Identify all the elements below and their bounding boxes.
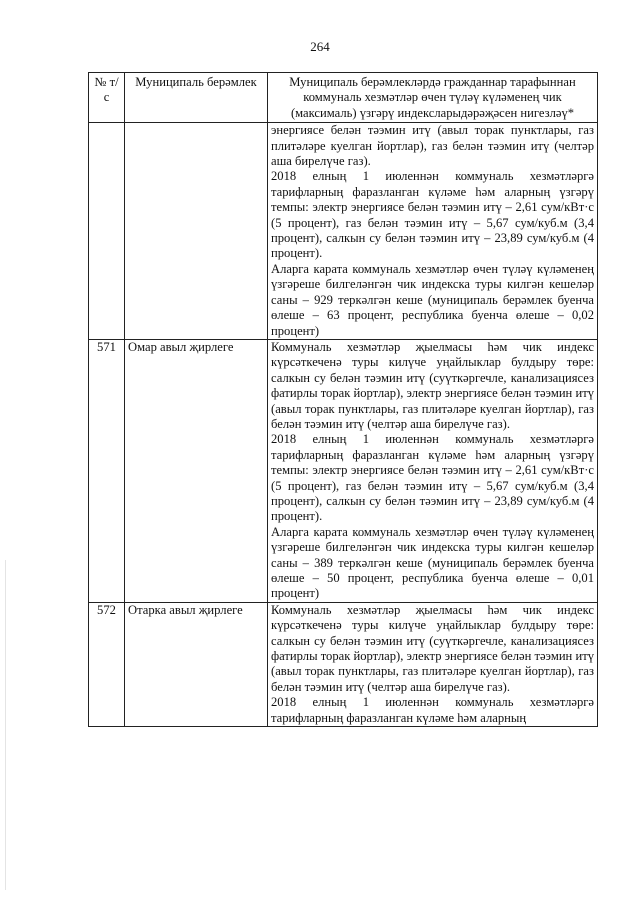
row-description	[268, 123, 598, 340]
description-paragraph: 2018 елның 1 июленнән коммуналь хезмәтләргә тарифларның фаразланган күләме һәм аларның	[271, 695, 594, 725]
municipality-name	[125, 123, 268, 340]
municipality-name: Омар авыл җирлеге	[125, 339, 268, 602]
row-number: 571	[89, 339, 125, 602]
row-description	[268, 602, 598, 726]
table-row	[89, 123, 598, 340]
description-paragraph: Аларга карата коммуналь хезмәтләр өчен түләү күләменең үзгәреше билгеләнгән чик индекска туры килгән кешеләр саны – 929 теркәлгән кеше (муниципаль берәмлек буенча өлеше – 63 процент, республика буенча өлеше – 0,02 процент)	[271, 261, 594, 338]
municipality-name: Отарка авыл җирлеге	[125, 602, 268, 726]
description-paragraph: 2018 елның 1 июленнән коммуналь хезмәтләргә тарифларның фаразланган күләме һәм аларның үзгәрү темпы: электр энергиясе белән тәэмин итү – 2,61 сум/кВт·с (5 процент), газ белән тәэмин итү – 5,67 сум/куб.м (3,4 процент), салкын су белән тәэмин итү – 23,89 сум/куб.м (4 процент).	[271, 432, 594, 524]
row-number: 572	[89, 602, 125, 726]
table-row	[89, 339, 598, 602]
header-description: Муниципаль берәмлекләрдә гражданнар тарафыннан коммуналь хезмәтләр өчен түләү күләменең чик (максималь) үзгәрү индексларыдәрәҗәсен нигезләү*	[268, 73, 598, 123]
scan-edge-line	[5, 560, 6, 890]
row-number	[89, 123, 125, 340]
tariff-index-table	[88, 72, 598, 727]
description-paragraph: 2018 елның 1 июленнән коммуналь хезмәтләргә тарифларның фаразланган күләме һәм аларның үзгәрү темпы: электр энергиясе белән тәэмин итү – 2,61 сум/кВт·с (5 процент), газ белән тәэмин итү – 5,67 сум/куб.м (3,4 процент), салкын су белән тәэмин итү – 23,89 сум/куб.м (4 процент).	[271, 169, 594, 261]
table-row	[89, 602, 598, 726]
header-municipality: Муниципаль берәмлек	[125, 73, 268, 123]
description-paragraph: энергиясе белән тәэмин итү (авыл торак пунктлары, газ плитәләре куелган йортлар), газ белән тәэмин итү (челтәр аша бирелүче газ).	[271, 123, 594, 169]
description-paragraph: Коммуналь хезмәтләр җыелмасы һәм чик индекс күрсәткеченә туры килүче уңайлыклар булдыру төре: салкын су белән тәэмин итү (суүткәргечле, канализациясез фатирлы торак йортлар), электр энергиясе белән тәэмин итү (авыл торак пунктлары, газ плитәләре куелган йортлар), газ белән тәэмин итү (челтәр аша бирелүче газ).	[271, 339, 594, 431]
page-number: 264	[310, 39, 330, 54]
description-paragraph: Коммуналь хезмәтләр җыелмасы һәм чик индекс күрсәткеченә туры килүче уңайлыклар булдыру төре: салкын су белән тәэмин итү (суүткәргечле, канализациясез фатирлы торак йортлар), электр энергиясе белән тәэмин итү (авыл торак пунктлары, газ плитәләре куелган йортлар), газ белән тәэмин итү (челтәр аша бирелүче газ).	[271, 602, 594, 694]
table-header-row	[89, 73, 598, 123]
description-paragraph: Аларга карата коммуналь хезмәтләр өчен түләү күләменең үзгәреше билгеләнгән чик индекска туры килгән кешеләр саны – 389 теркәлгән кеше (муниципаль берәмлек буенча өлеше – 50 процент, республика буенча өлеше – 0,01 процент)	[271, 524, 594, 601]
row-description	[268, 339, 598, 602]
header-number: № т/с	[89, 73, 125, 123]
